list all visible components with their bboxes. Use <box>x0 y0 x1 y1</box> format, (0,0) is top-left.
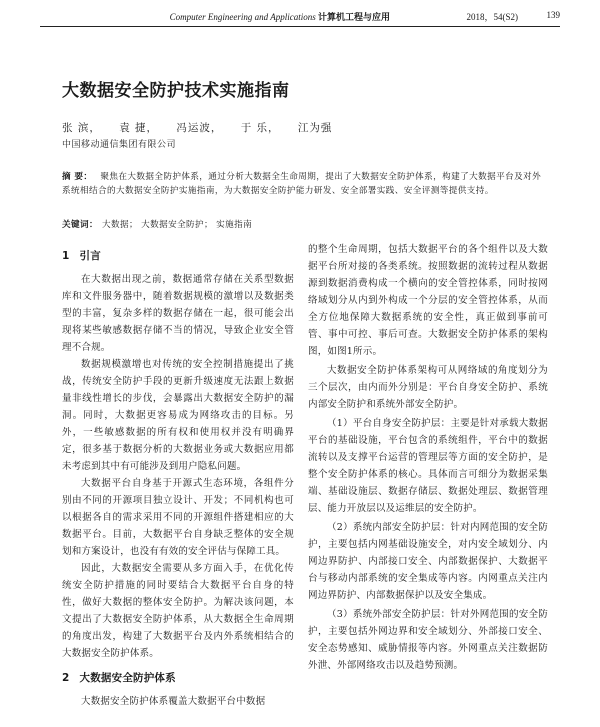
paper-title: 大数据安全防护技术实施指南 <box>62 81 290 101</box>
keywords <box>62 218 544 230</box>
paragraph: 大数据平台自身基于开源式生态环境，各组件分别由不同的开源项目独立设计、开发；不同机构也可以根据各自的需求采用不同的开源组件搭建相应的大数据平台。目前，大数据平台自身缺乏整体的安全规划和方案设计，也没有有效的安全评估与保障工具。 <box>62 478 294 557</box>
section-heading-1: 1 引言 <box>62 250 101 262</box>
paragraph: 大数据安全防护体系覆盖大数据平台中数据 <box>81 696 266 707</box>
right-column <box>308 241 548 674</box>
keywords-text: 大数据； 大数据安全防护； 实施指南 <box>101 220 253 230</box>
author: 于 乐， <box>240 122 280 134</box>
affiliation: 中国移动通信集团有限公司 <box>62 140 177 150</box>
author-list <box>62 120 346 135</box>
running-header <box>40 4 560 27</box>
author: 江为强 <box>297 122 333 134</box>
paragraph: 在大数据出现之前，数据通常存储在关系型数据库和文件服务器中，随着数据规模的激增以及数据类型的丰富，复杂多样的数据存储在一起，很可能会出现将某些敏感数据存储不当的情况，导致企业安全管理不合规。 <box>62 274 294 353</box>
abstract-label: 摘 要： <box>62 172 93 182</box>
author: 张 滨， <box>62 122 101 134</box>
paragraph: 因此，大数据安全需要从多方面入手，在优化传统安全防护措施的同时要结合大数据平台自身的特性，做好大数据的整体安全防护。为解决该问题，本文提出了大数据安全防护体系，从大数据全生命周期的角度出发，构建了大数据平台及内外系统相结合的大数据安全防护体系。 <box>62 563 294 659</box>
paragraph: （3）系统外部安全防护层：针对外网范围的安全防护，主要包括外网边界和安全域划分、外部接口安全、安全态势感知、威胁情报等内容。外网重点关注数据防外泄、外部网络攻击以及趋势预测。 <box>308 609 548 671</box>
journal-name: Computer Engineering and Applications 计算机工程与应用 <box>169 12 390 23</box>
paragraph: 大数据安全防护体系架构可从网络域的角度划分为三个层次，由内而外分别是：平台自身安全防护、系统内部安全防护和系统外部安全防护。 <box>308 365 548 410</box>
paragraph: （2）系统内部安全防护层：针对内网范围的安全防护，主要包括内网基础设施安全，对内安全域划分、内网边界防护、内部接口安全、内部数据保护、大数据平台与移动内部系统的安全集成等内容。内网重点关注内网边界防护、内部数据保护以及安全集成。 <box>308 522 548 601</box>
paragraph: （1）平台自身安全防护层：主要是针对承载大数据平台的基础设施，平台包含的系统组件，平台中的数据流转以及支撑平台运营的管理层等方面的安全防护，是整个安全防护体系的核心。具体而言可细分为数据采集端、基础设施层、数据存储层、数据处理层、数据管理层、能力开放层以及运维层的安全防护。 <box>308 418 548 514</box>
author: 冯运波， <box>176 122 223 134</box>
page-number: 139 <box>546 10 560 20</box>
left-column <box>62 244 294 710</box>
section-heading-2: 2 大数据安全防护体系 <box>62 672 176 684</box>
keywords-label: 关键词： <box>62 220 98 230</box>
issue-info: 2018，54(S2) <box>466 12 518 22</box>
author: 袁 捷， <box>119 122 159 134</box>
paragraph: 的整个生命周期，包括大数据平台的各个组件以及大数据平台所对接的各类系统。按照数据的流转过程从数据源到数据消费构成一个横向的安全管控体系，同时按网络域划分从内到外构成一个分层的安全管控体系，从而全方位地保障大数据系统的安全性，真正做到事前可管、事中可控、事后可查。大数据安全防护体系的架构图，如图1所示。 <box>308 244 548 357</box>
abstract-text: 聚焦在大数据全防护体系，通过分析大数据全生命周期，提出了大数据安全防护体系，构建了大数据平台及对外系统相结合的大数据安全防护实施指南，为大数据安全防护能力研发、安全部署实践、安全评测等提供支持。 <box>62 172 542 196</box>
abstract <box>62 170 544 198</box>
paragraph: 数据规模激增也对传统的安全控制措施提出了挑战，传统安全防护手段的更新升级速度无法跟上数据量非线性增长的步伐，会暴露出大数据安全防护的漏洞。同时，大数据更容易成为网络攻击的目标。另外，一些敏感数据的所有权和使用权并没有明确界定，很多基于数据分析的大数据业务或大数据应用都未考虑到其中有可能涉及到用户隐私问题。 <box>62 359 294 472</box>
